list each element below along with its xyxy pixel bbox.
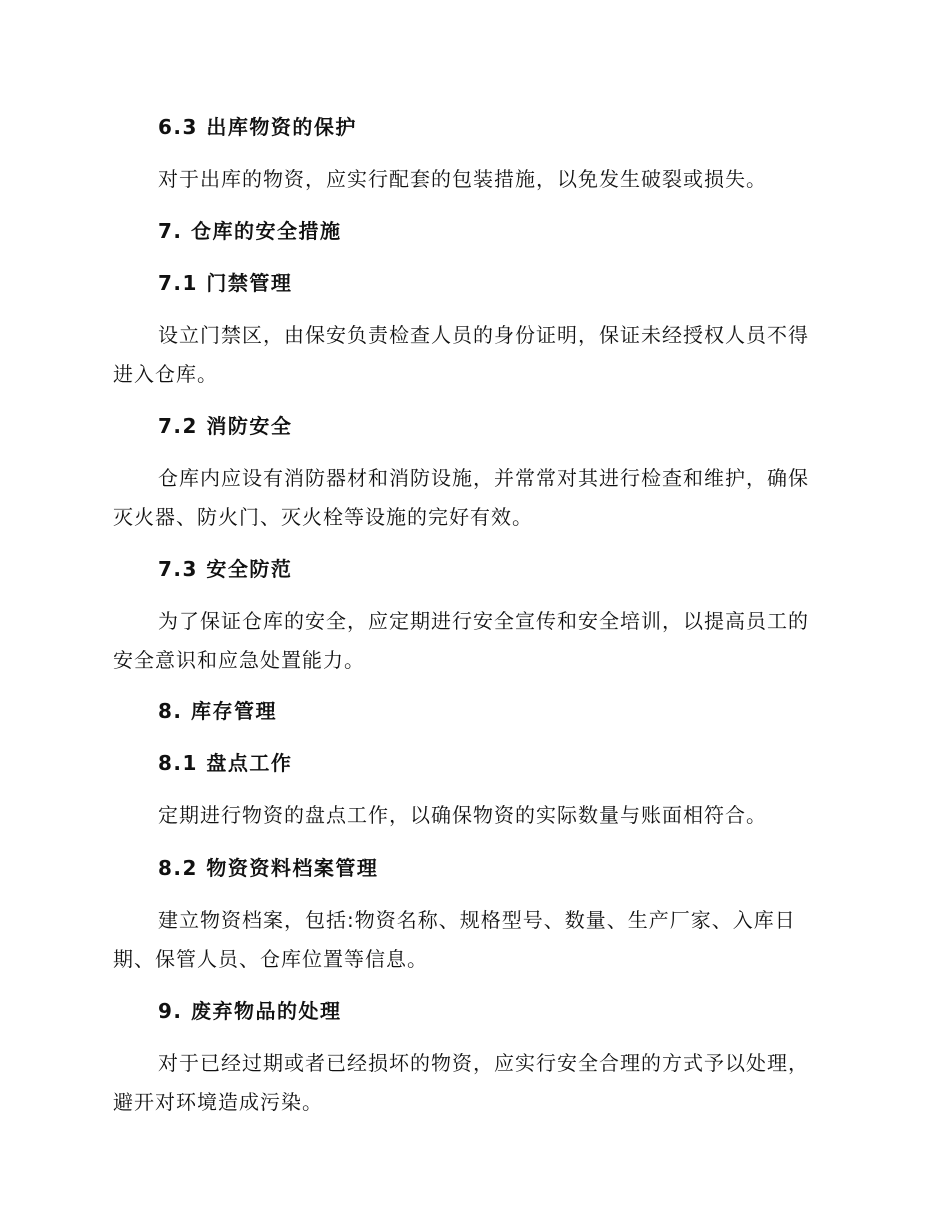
paragraph-line: 避开对环境造成污染。 [113, 1090, 323, 1114]
paragraph-line: 仓库内应设有消防器材和消防设施，并常常对其进行检查和维护，确保 [158, 466, 809, 490]
paragraph-line: 期、保管人员、仓库位置等信息。 [113, 947, 428, 971]
paragraph-line: 定期进行物资的盘点工作，以确保物资的实际数量与账面相符合。 [158, 803, 767, 827]
paragraph-line: 为了保证仓库的安全，应定期进行安全宣传和安全培训，以提高员工的 [158, 609, 809, 633]
heading-8: 8. 库存管理 [158, 699, 277, 723]
paragraph-line: 对于出库的物资，应实行配套的包装措施，以免发生破裂或损失。 [158, 167, 767, 191]
heading-8-2: 8.2 物资资料档案管理 [158, 856, 379, 880]
paragraph-line: 安全意识和应急处置能力。 [113, 648, 365, 672]
paragraph-line: 建立物资档案，包括:物资名称、规格型号、数量、生产厂家、入库日 [158, 908, 796, 932]
paragraph-line: 对于已经过期或者已经损坏的物资，应实行安全合理的方式予以处理， [158, 1051, 809, 1075]
paragraph-line: 进入仓库。 [113, 362, 218, 386]
heading-7: 7. 仓库的安全措施 [158, 219, 342, 243]
heading-6-3: 6.3 出库物资的保护 [158, 115, 357, 139]
heading-9: 9. 废弃物品的处理 [158, 999, 342, 1023]
paragraph-line: 设立门禁区，由保安负责检查人员的身份证明，保证未经授权人员不得 [158, 323, 809, 347]
heading-8-1: 8.1 盘点工作 [158, 751, 293, 775]
paragraph-line: 灭火器、防火门、灭火栓等设施的完好有效。 [113, 505, 533, 529]
heading-7-1: 7.1 门禁管理 [158, 271, 293, 295]
heading-7-2: 7.2 消防安全 [158, 414, 293, 438]
heading-7-3: 7.3 安全防范 [158, 557, 293, 581]
